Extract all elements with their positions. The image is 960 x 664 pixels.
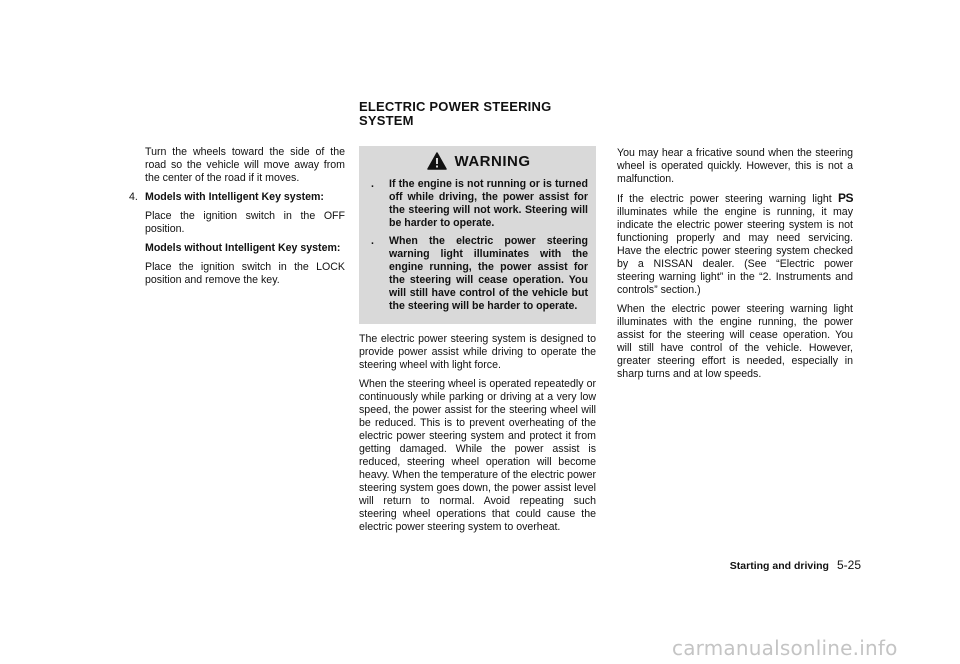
page-footer (681, 558, 861, 572)
step-4 (129, 191, 345, 204)
watermark: carmanualsonline.info (672, 636, 898, 660)
left-column (129, 146, 345, 293)
system-design-paragraph: The electric power steering system is designed to provide power assist while driving to operate the steering wheel with light force. (359, 333, 596, 371)
off-position-paragraph: Place the ignition switch in the OFF position. (145, 210, 345, 235)
warning-item (369, 235, 588, 313)
section-title-line-1: ELECTRIC POWER STEERING (359, 99, 552, 114)
warning-light-text-end: illuminates while the engine is running, it may indicate the electric power steering system is not functioning properly and may need servicing. Have the electric power steering system checked by a NISSAN dealer. (See “Electric power steering warning light” in the “2. Instruments and controls” section.) (617, 206, 853, 296)
overheating-paragraph: When the steering wheel is operated repeatedly or continuously while parking or driving at a very low speed, the power assist for the steering wheel will be reduced. This is to prevent overheating of the electric power steering system and protect it from getting damaged. While the power assist is reduced, steering wheel operation will become heavy. When the temperature of the electric power steering system goes down, the power assist level will return to normal. Avoid repeating such steering wheel operations that could cause the electric power steering system to overheat. (359, 378, 596, 533)
bullet: . (371, 235, 374, 247)
footer-section-label: Starting and driving (729, 560, 829, 572)
warning-item (369, 178, 588, 230)
right-column (617, 147, 853, 387)
power-steering-warning-icon: PS (837, 191, 853, 205)
subheading-no-intelligent-key: Models without Intelligent Key system: (145, 242, 341, 254)
warning-light-paragraph (617, 192, 853, 297)
section-title (359, 100, 619, 128)
section-title-line-2: SYSTEM (359, 113, 414, 128)
wheels-paragraph: Turn the wheels toward the side of the road so the vehicle will move away from the center of the road if it moves. (145, 146, 345, 184)
warning-title: WARNING (454, 152, 531, 170)
step-heading: Models with Intelligent Key system: (145, 191, 324, 203)
warning-box (359, 146, 596, 324)
warning-light-text-start: If the electric power steering warning light (617, 193, 838, 205)
step-number: 4. (129, 191, 138, 203)
warning-header (369, 152, 588, 170)
lock-position-paragraph: Place the ignition switch in the LOCK position and remove the key. (145, 261, 345, 286)
page-number: 5-25 (836, 558, 861, 572)
fricative-sound-paragraph: You may hear a fricative sound when the steering wheel is operated quickly. However, this is not a malfunction. (617, 147, 853, 185)
steering-effort-paragraph: When the electric power steering warning light illuminates with the engine running, the power assist for the steering will cease operation. You will still have control of the vehicle. However, greater steering effort is needed, especially in sharp turns and at low speeds. (617, 303, 853, 380)
warning-triangle-icon (427, 152, 447, 170)
warning-item-text: When the electric power steering warning light illuminates with the engine running, the power assist for the steering will cease operation. You will still have control of the vehicle but the steering will be harder to operate. (389, 235, 588, 312)
warning-item-text: If the engine is not running or is turned off while driving, the power assist for the steering will not work. Steering will be harder to operate. (389, 178, 588, 229)
middle-column (359, 146, 596, 540)
bullet: . (371, 178, 374, 190)
warning-list (369, 178, 588, 313)
